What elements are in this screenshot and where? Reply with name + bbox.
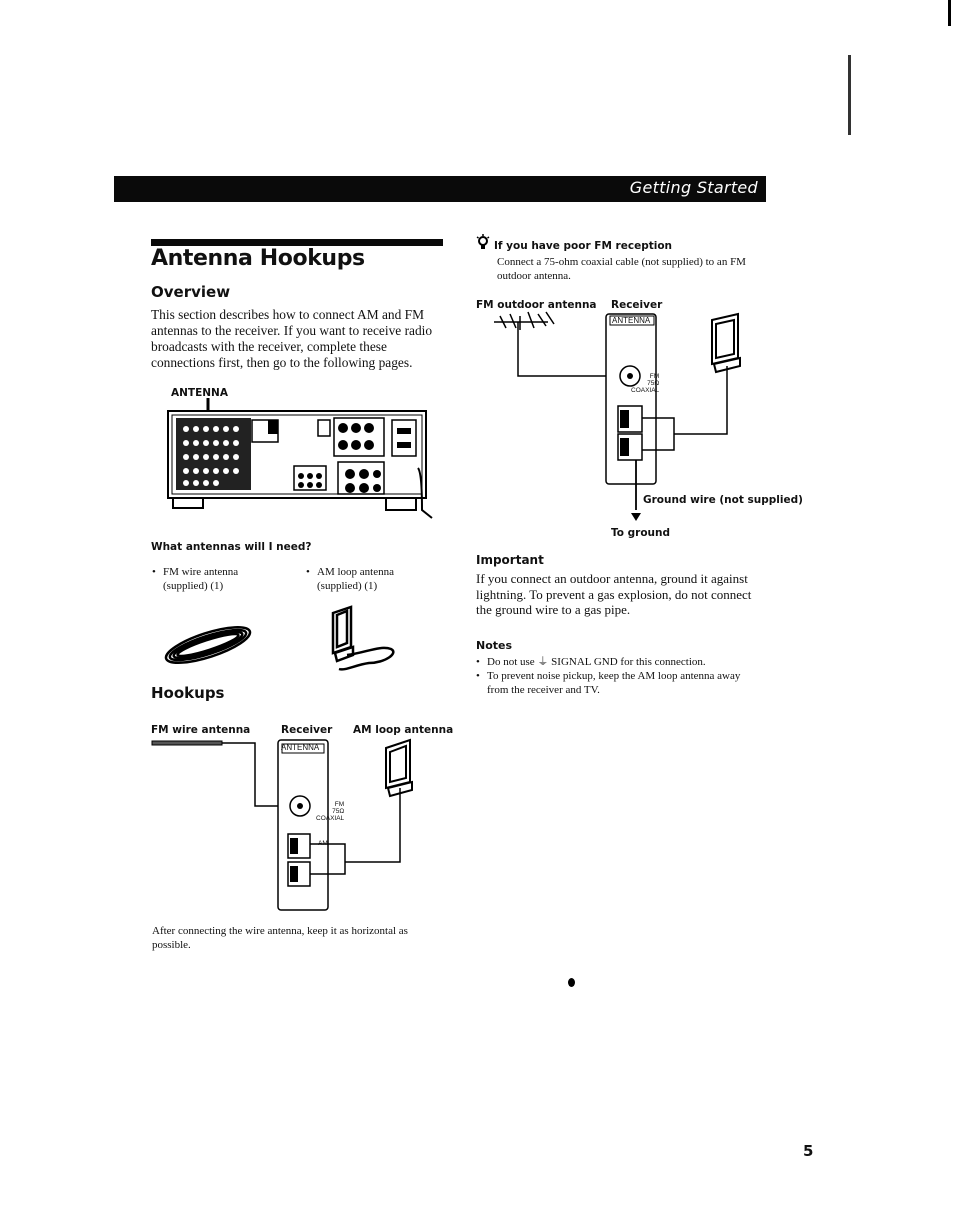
overview-heading: Overview [151,283,231,301]
overview-line: connections first, then go to the following pages. [151,355,413,370]
notes-heading: Notes [476,639,513,652]
tip-fm-outdoor-label: FM outdoor antenna [476,299,597,311]
need-fm-item [152,565,292,593]
important-heading: Important [476,553,544,567]
tip-panel-ohm: 75Ω [647,380,660,387]
notes-item-text: from the receiver and TV. [487,684,600,696]
important-line: If you connect an outdoor antenna, ground it against [476,571,748,586]
tip-line: Connect a 75-ohm coaxial cable (not supplied) to an FM [497,256,746,268]
lightbulb-icon [476,234,492,250]
overview-line: antennas to the receiver. If you want to receive radio [151,323,433,338]
hookups-panel-am: AM [318,840,328,847]
tip-receiver-label: Receiver [611,299,663,311]
hookups-heading: Hookups [151,684,225,702]
need-am-item [306,565,446,593]
hookups-panel-antenna: ANTENNA [281,743,320,752]
important-section [476,553,544,567]
notes-list [476,655,776,697]
important-line: the ground wire to a gas pipe. [476,602,631,617]
outdoor-antenna-diagram [476,310,756,525]
tip-heading: If you have poor FM reception [494,240,673,252]
after-line: possible. [152,939,191,951]
hookups-receiver-label: Receiver [281,724,333,736]
am-loop-antenna-image [325,605,400,675]
ground-wire-label: Ground wire (not supplied) [643,494,803,506]
section-header-title: Getting Started [629,178,758,197]
section-header-band [114,176,766,202]
hookups-fm-wire-label: FM wire antenna [151,724,251,736]
overview-line: broadcasts with the receiver, complete these [151,339,387,354]
tip-text [497,255,787,283]
hookups-panel-ohm: 75Ω [332,808,345,815]
title-rule [151,239,443,246]
notes-item-text: To prevent noise pickup, keep the AM loop antenna away [487,670,741,682]
important-line: lightning. To prevent a gas explosion, do not connect [476,586,752,602]
hookups-am-loop-label: AM loop antenna [353,724,454,736]
page-number: 5 [803,1142,814,1160]
overview-section [151,283,230,301]
to-ground-label: To ground [611,527,671,539]
hookups-section [151,684,224,702]
overview-line: This section describes how to connect AM and FM [151,307,424,322]
fm-wire-antenna-image [160,615,260,670]
tip-panel-fm: FM [649,373,660,380]
dot-mark [568,978,575,987]
notes-item [476,655,776,669]
need-am-line1: AM loop antenna [317,566,394,578]
need-question: What antennas will I need? [151,541,312,553]
need-fm-line1: FM wire antenna [163,566,239,578]
need-am-line2: (supplied) (1) [317,580,378,592]
receiver-rear-panel-illustration [160,398,435,523]
hookups-diagram [150,738,430,916]
edge-mark [948,0,951,26]
notes-item [476,669,776,697]
antenna-label: ANTENNA [171,387,228,399]
notes-item-text: Do not use ⏚ SIGNAL GND for this connection. [487,656,706,668]
hookups-panel-coaxial: COAXIAL [316,815,345,822]
important-text [476,571,776,618]
after-line: After connecting the wire antenna, keep it as horizontal as [152,925,408,937]
after-connecting-note [152,924,452,952]
hookups-panel-fm-block [316,801,344,822]
hookups-panel-fm: FM [334,801,345,808]
tip-panel-antenna: ANTENNA [612,316,651,325]
overview-text [151,307,451,371]
edge-mark [848,55,851,135]
need-fm-line2: (supplied) (1) [163,580,224,592]
tip-line: outdoor antenna. [497,270,571,282]
tip-panel-fm-block [631,373,659,394]
tip-panel-coaxial: COAXIAL [631,387,660,394]
page-title: Antenna Hookups [151,246,365,271]
